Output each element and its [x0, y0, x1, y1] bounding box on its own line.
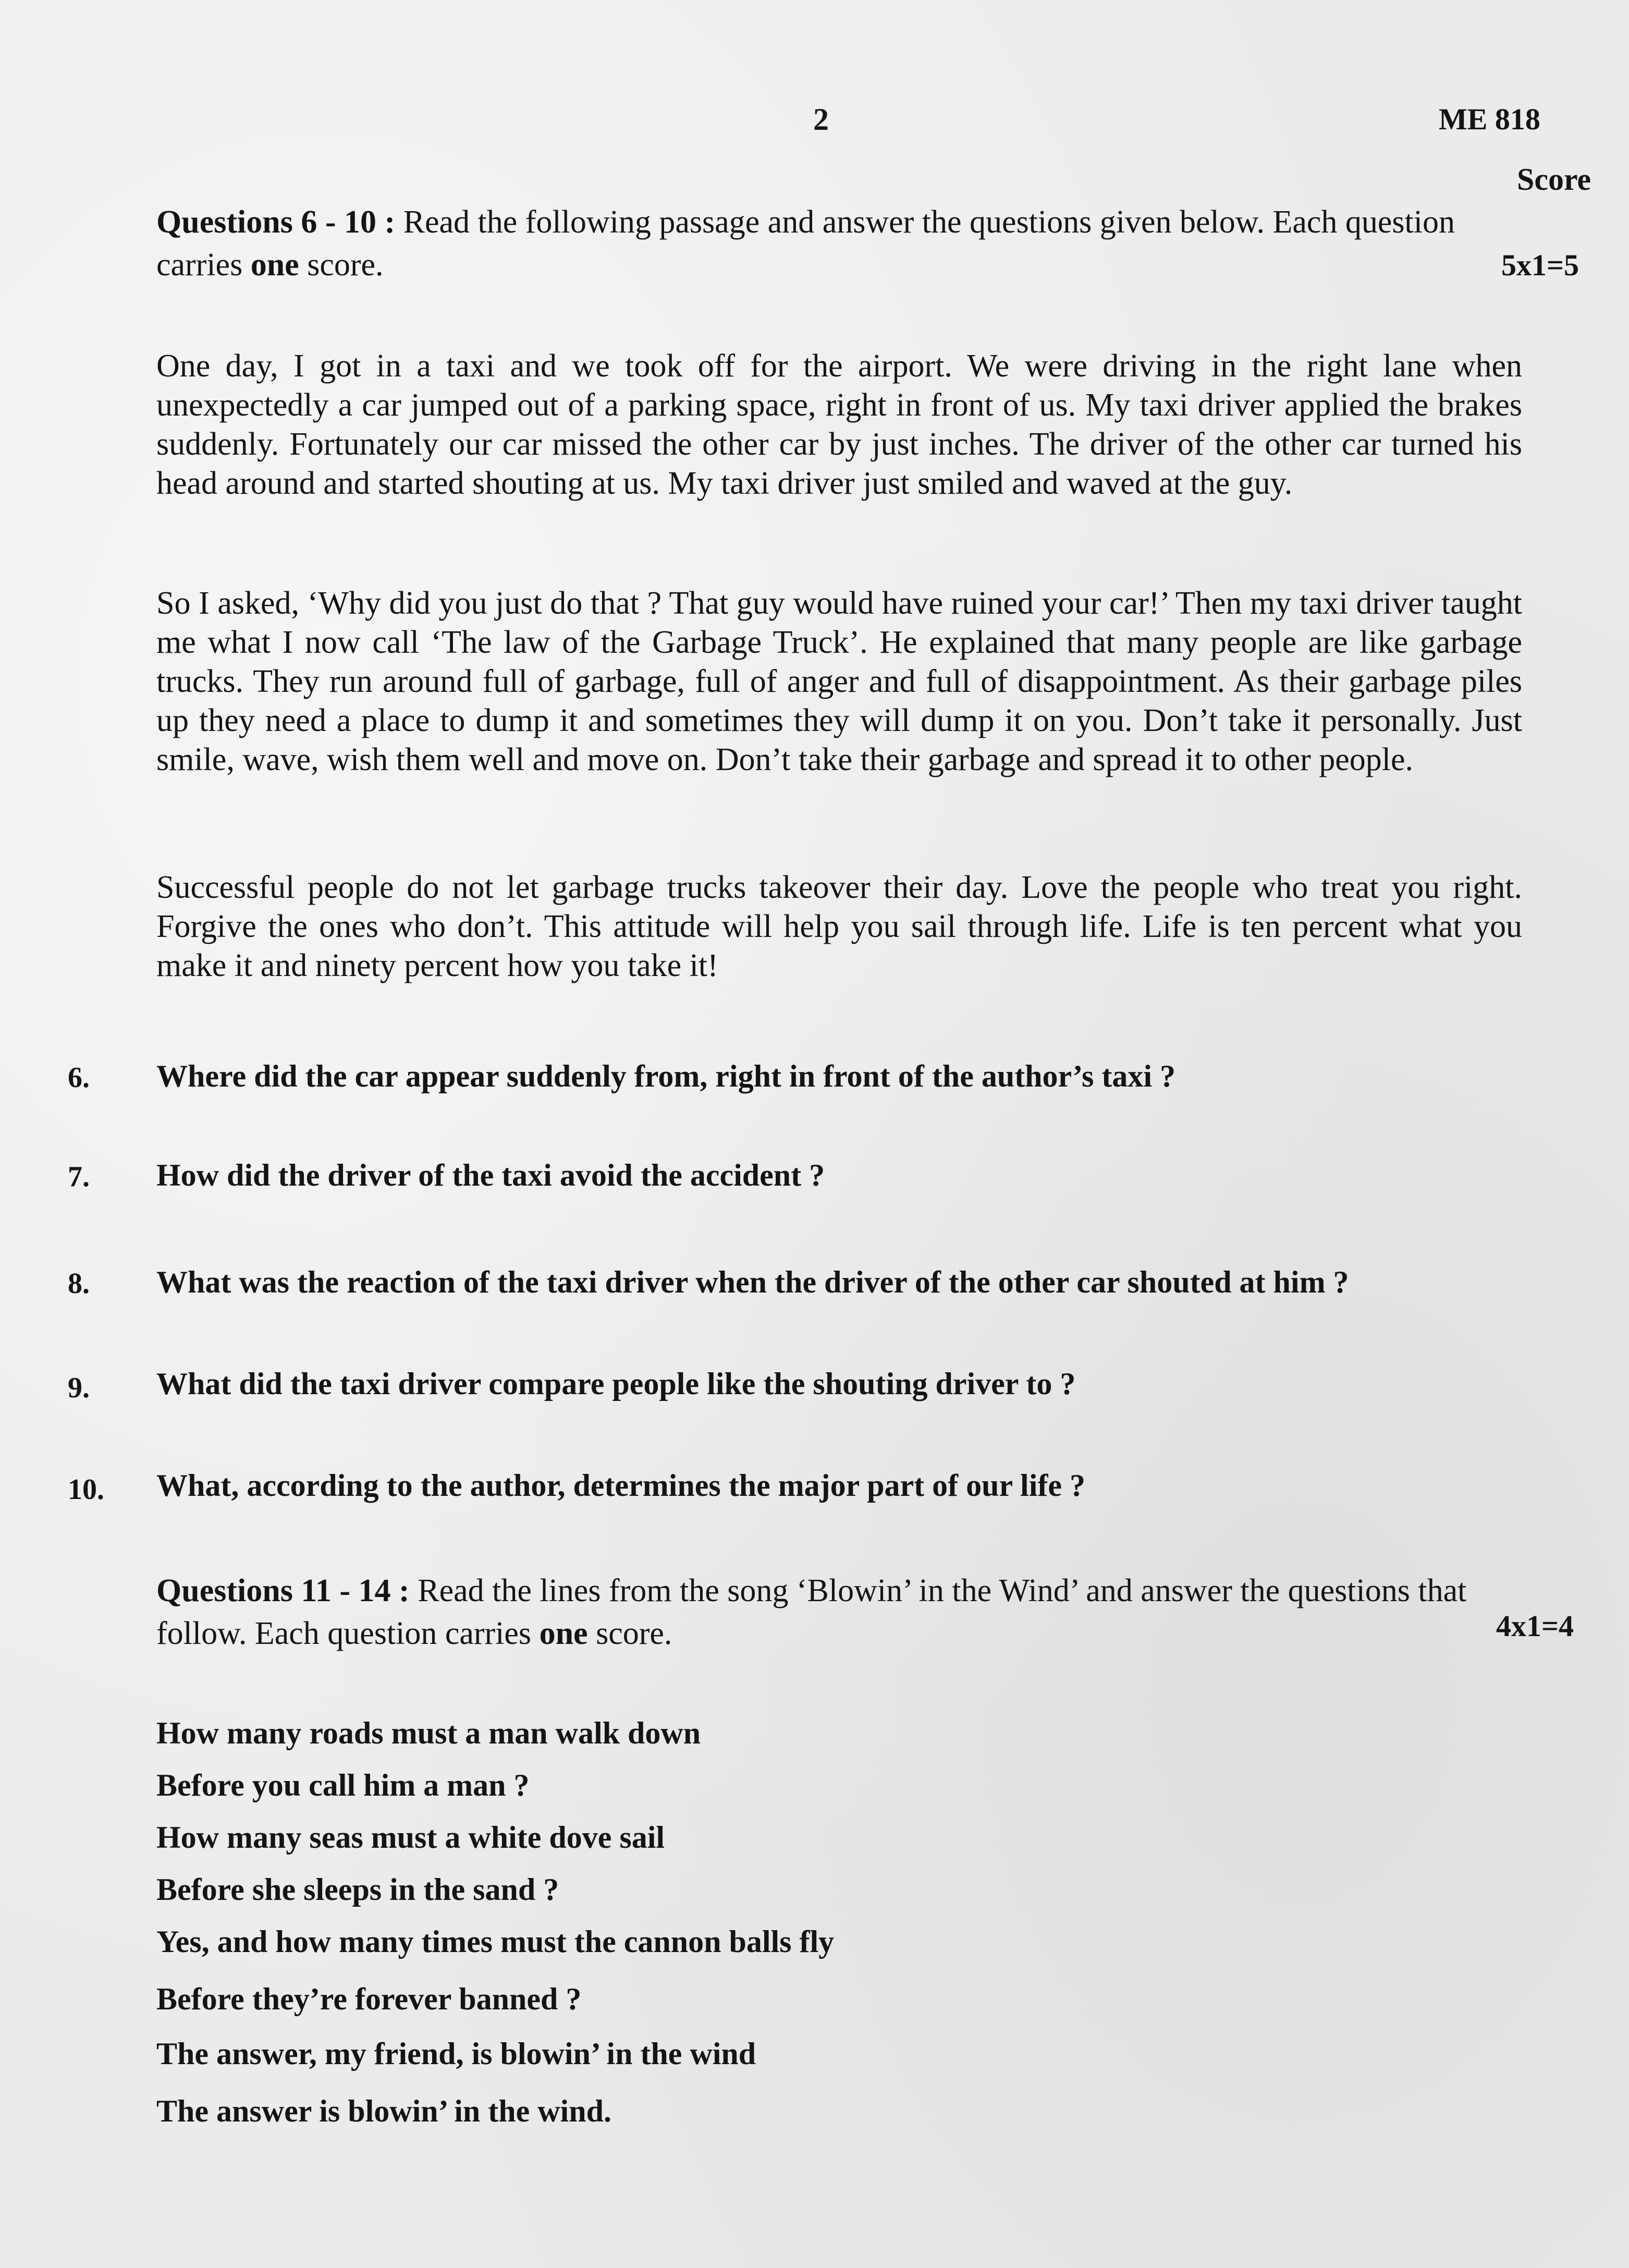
- poem-line: The answer is blowin’ in the wind.: [156, 2094, 611, 2128]
- section2-marks: 4x1=4: [1496, 1609, 1574, 1643]
- poem-line: The answer, my friend, is blowin’ in the wind: [156, 2037, 756, 2071]
- question-number: 7.: [68, 1161, 90, 1193]
- question-text: What did the taxi driver compare people like the shouting driver to ?: [156, 1367, 1076, 1401]
- section1-marks: 5x1=5: [1501, 248, 1579, 282]
- poem-line: How many seas must a white dove sail: [156, 1820, 665, 1855]
- paper-code: ME 818: [1439, 102, 1540, 136]
- question-number: 8.: [68, 1267, 90, 1300]
- question-number: 9.: [68, 1372, 90, 1404]
- passage-paragraph-2: So I asked, ‘Why did you just do that ? That guy would have ruined your car!’ Then my taxi driver taught me what I now call ‘The law of the Garbage Truck’. He explained that many people are like garbage trucks. They run around full of garbage, full of anger and full of disappointment. As their garbage piles up they need a place to dump it and sometimes they will dump it on you. Don’t take it personally. Just smile, wave, wish them well and move on. Don’t take their garbage and spread it to other people.: [156, 586, 1522, 777]
- section1-instruction-text: Read the following passage and answer the questions given below. Each question carries: [156, 204, 1455, 283]
- question-number: 6.: [68, 1062, 90, 1094]
- section1-instruction-label: Questions 6 - 10 :: [156, 204, 396, 240]
- question-text: Where did the car appear suddenly from, right in front of the author’s taxi ?: [156, 1059, 1176, 1093]
- score-header: Score: [1517, 162, 1591, 197]
- passage-paragraph-3: Successful people do not let garbage trucks takeover their day. Love the people who treat you right. Forgive the ones who don’t. This attitude will help you sail through life. Life is ten percent what you make it and ninety percent how you take it!: [156, 870, 1522, 983]
- section2-instruction-end: score.: [587, 1616, 672, 1651]
- question-number: 10.: [68, 1473, 104, 1506]
- passage-paragraph-1: One day, I got in a taxi and we took off for the airport. We were driving in the right lane when unexpectedly a car jumped out of a parking space, right in front of us. My taxi driver applied the brakes suddenly. Fortunately our car missed the other car by just inches. The driver of the other car turned his head around and started shouting at us. My taxi driver just smiled and waved at the guy.: [156, 348, 1522, 501]
- poem-line: Yes, and how many times must the cannon balls fly: [156, 1924, 835, 1959]
- section1-instruction-end: score.: [299, 247, 384, 283]
- question-text: How did the driver of the taxi avoid the accident ?: [156, 1158, 825, 1192]
- section2-instruction: [156, 1569, 1522, 1655]
- section2-instruction-label: Questions 11 - 14 :: [156, 1573, 410, 1608]
- section2-instruction-text: Read the lines from the song ‘Blowin’ in the Wind’ and answer the questions that follow. Each question carries: [156, 1573, 1467, 1651]
- poem-line: Before they’re forever banned ?: [156, 1982, 582, 2016]
- poem-line: Before she sleeps in the sand ?: [156, 1872, 559, 1907]
- poem-line: Before you call him a man ?: [156, 1768, 530, 1802]
- question-text: What, according to the author, determines the major part of our life ?: [156, 1468, 1086, 1503]
- question-text: What was the reaction of the taxi driver when the driver of the other car shouted at him ?: [156, 1265, 1349, 1299]
- section1-instruction: [156, 201, 1522, 286]
- poem-line: How many roads must a man walk down: [156, 1716, 701, 1750]
- section1-instruction-emph: one: [250, 247, 299, 283]
- section2-instruction-emph: one: [539, 1616, 588, 1651]
- page-number: 2: [813, 102, 829, 137]
